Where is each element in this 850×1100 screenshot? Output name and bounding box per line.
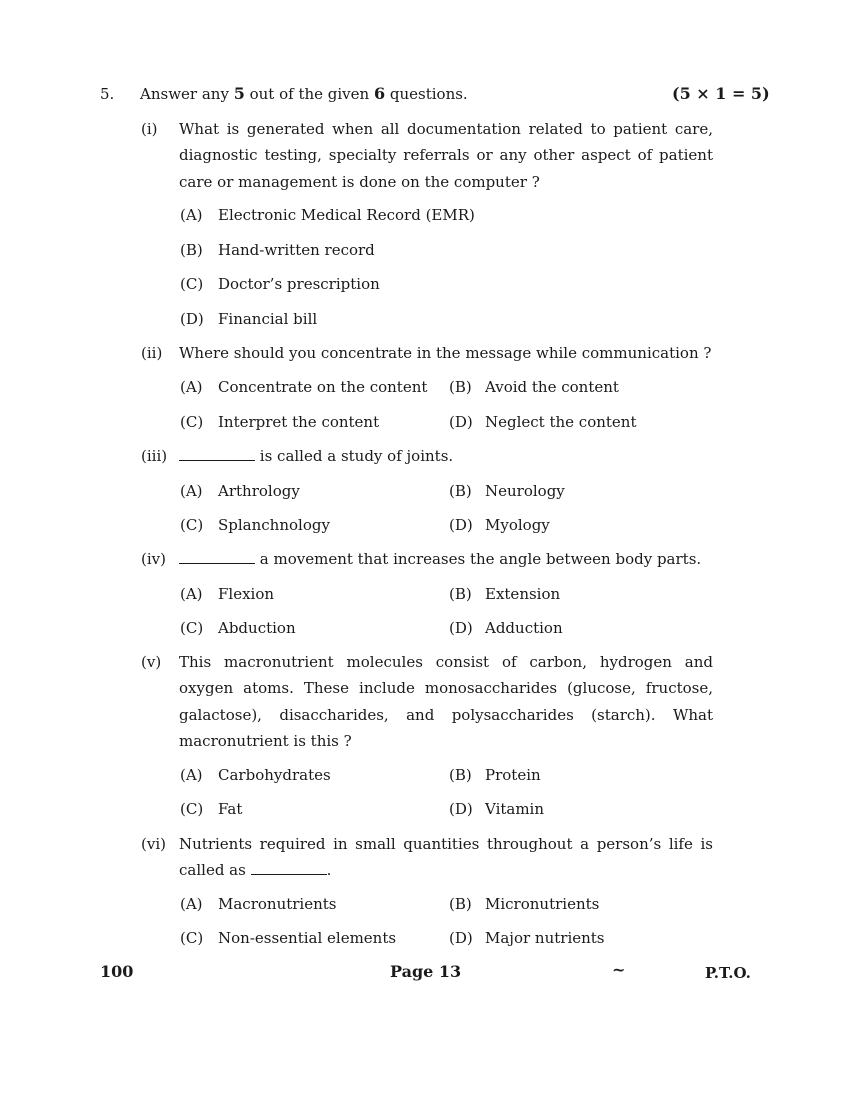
option-text: Neglect the content — [485, 413, 637, 431]
option-label: (B) — [180, 241, 203, 259]
pto-label: P.T.O. — [705, 964, 751, 982]
answer-blank — [179, 549, 255, 564]
option-text: Fat — [218, 800, 243, 818]
option-label: (A) — [180, 206, 203, 224]
option-text: Carbohydrates — [218, 766, 331, 784]
option-text: Electronic Medical Record (EMR) — [218, 206, 475, 224]
option-label: (D) — [449, 619, 473, 637]
option-text: Arthrology — [218, 482, 300, 500]
answer-blank — [179, 446, 255, 461]
question-text: What is generated when all documentation related to patient care, diagnostic testing, specialty referrals or any other aspect of patient care or management is done on the computer ? — [179, 120, 713, 191]
question-text: a movement that increases the angle between body parts. — [179, 549, 701, 569]
option-label: (A) — [180, 585, 203, 603]
option-label: (B) — [449, 895, 472, 913]
question-label: (v) — [141, 653, 162, 671]
question-label: (iv) — [141, 550, 166, 568]
question-label: (vi) — [141, 835, 166, 853]
tilde-mark: ~ — [612, 960, 626, 979]
option-label: (D) — [449, 516, 473, 534]
option-text: Interpret the content — [218, 413, 380, 431]
option-text: Macronutrients — [218, 895, 337, 913]
instruction-text: Answer any 5 out of the given 6 questions. — [140, 84, 468, 103]
question-text: Where should you concentrate in the message while communication ? — [179, 344, 712, 362]
page-number: Page 13 — [390, 962, 462, 981]
option-text: Splanchnology — [218, 516, 330, 534]
question-text: is called a study of joints. — [179, 446, 453, 466]
question-number: 5. — [100, 85, 115, 103]
option-label: (B) — [449, 378, 472, 396]
option-label: (C) — [180, 929, 204, 947]
option-text: Non-essential elements — [218, 929, 397, 947]
option-text: Neurology — [485, 482, 565, 500]
question-text: This macronutrient molecules consist of carbon, hydrogen and oxygen atoms. These include monosaccharides (glucose, fructose, galactose), disaccharides, and polysaccharides (starch). What macronutrient is this ? — [179, 653, 713, 751]
question-label: (iii) — [141, 447, 168, 465]
answer-blank — [251, 860, 327, 875]
option-text: Major nutrients — [485, 929, 605, 947]
option-text: Protein — [485, 766, 541, 784]
option-label: (A) — [180, 378, 203, 396]
option-text: Adduction — [485, 619, 563, 637]
option-label: (D) — [449, 929, 473, 947]
option-label: (B) — [449, 766, 472, 784]
option-label: (D) — [449, 800, 473, 818]
option-text: Financial bill — [218, 310, 318, 328]
option-text: Extension — [485, 585, 561, 603]
option-label: (C) — [180, 516, 204, 534]
option-label: (B) — [449, 585, 472, 603]
option-text: Concentrate on the content — [218, 378, 428, 396]
marks-label: (5 × 1 = 5) — [672, 84, 770, 103]
question-text: Nutrients required in small quantities throughout a person’s life is called as . — [179, 835, 713, 880]
option-label: (C) — [180, 619, 204, 637]
option-text: Vitamin — [485, 800, 545, 818]
option-label: (A) — [180, 895, 203, 913]
option-label: (C) — [180, 800, 204, 818]
question-label: (ii) — [141, 344, 163, 362]
option-label: (C) — [180, 275, 204, 293]
question-label: (i) — [141, 120, 158, 138]
option-text: Micronutrients — [485, 895, 600, 913]
option-label: (D) — [180, 310, 204, 328]
option-label: (C) — [180, 413, 204, 431]
option-text: Myology — [485, 516, 550, 534]
option-label: (B) — [449, 482, 472, 500]
option-text: Avoid the content — [485, 378, 619, 396]
option-label: (A) — [180, 482, 203, 500]
option-text: Flexion — [218, 585, 275, 603]
option-label: (A) — [180, 766, 203, 784]
option-text: Doctor’s prescription — [218, 275, 380, 293]
option-text: Abduction — [218, 619, 296, 637]
paper-code: 100 — [100, 962, 134, 981]
option-label: (D) — [449, 413, 473, 431]
option-text: Hand-written record — [218, 241, 375, 259]
